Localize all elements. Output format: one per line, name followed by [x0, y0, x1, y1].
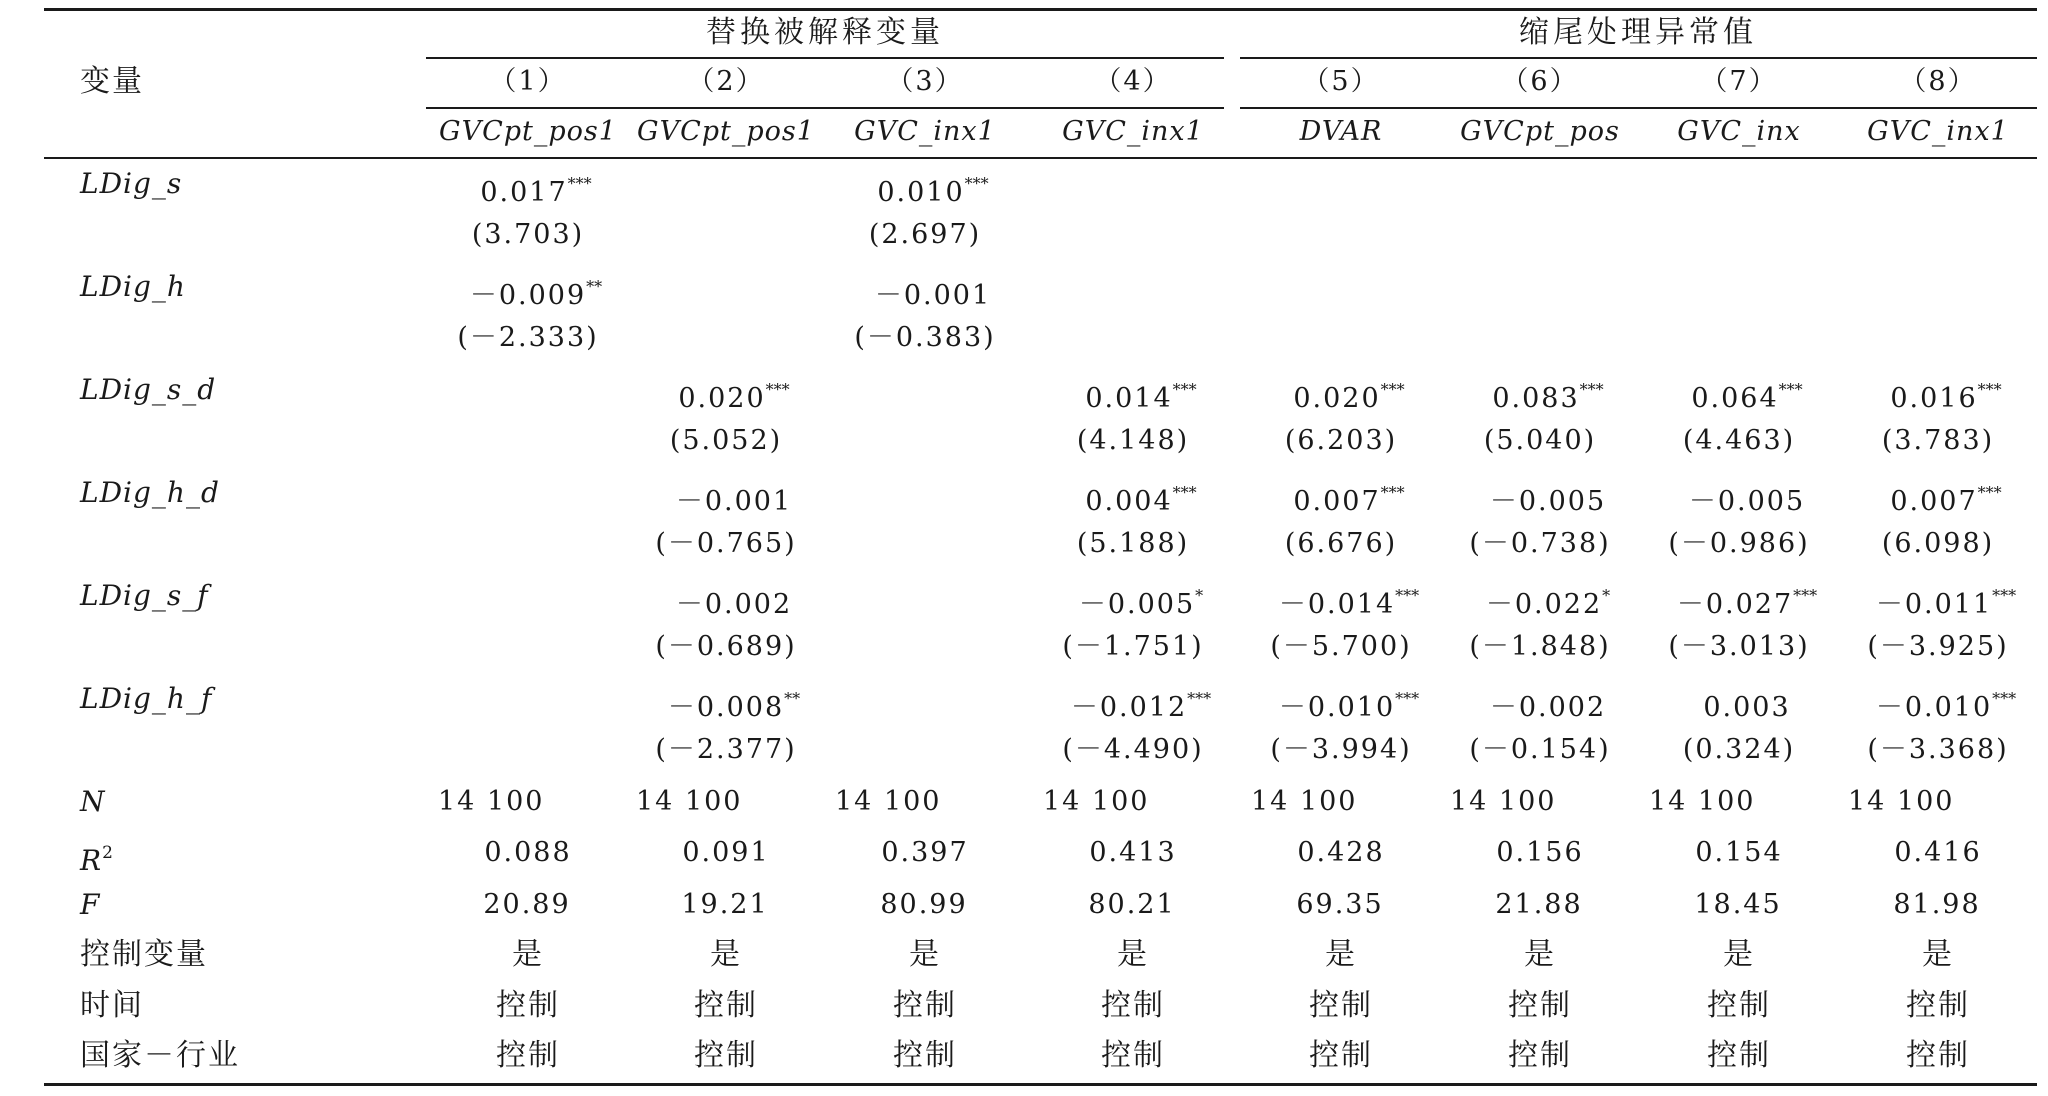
coefficient: [1890, 374, 2001, 415]
coefficient-value: －0.008: [667, 692, 785, 723]
row-label-f: F: [80, 888, 101, 921]
f-statistic-value: 21.88: [1495, 889, 1583, 920]
t-statistic: (－3.994): [1270, 734, 1412, 765]
control-value: 控制: [1508, 988, 1572, 1023]
significance-stars: **: [586, 277, 603, 296]
row-label-ldig-s-f: LDig_s_f: [80, 579, 209, 612]
observations-value: 14 100: [636, 786, 743, 817]
colnum-rule-left: [426, 107, 1224, 109]
coefficient-value: －0.002: [675, 589, 793, 620]
control-value: 控制: [694, 1038, 758, 1073]
r-squared-value: 0.156: [1496, 837, 1584, 868]
significance-stars: ***: [1395, 586, 1420, 605]
t-statistic: (6.676): [1284, 528, 1398, 559]
t-statistic: (5.040): [1483, 425, 1597, 456]
t-statistic: (－0.383): [854, 322, 996, 353]
coefficient: [668, 683, 800, 724]
t-statistic: (－3.925): [1867, 631, 2009, 662]
significance-stars: ***: [765, 380, 790, 399]
coefficient: [1279, 580, 1419, 621]
control-value: 是: [1325, 937, 1357, 972]
control-value: 是: [1723, 937, 1755, 972]
coefficient: [1703, 683, 1790, 724]
colnum-rule-right: [1240, 107, 2037, 109]
observations-value: 14 100: [1649, 786, 1756, 817]
row-label-ldig-h: LDig_h: [80, 270, 186, 303]
coefficient: [1293, 477, 1404, 518]
group-header-replace: 替换被解释变量: [706, 15, 944, 50]
significance-stars: ***: [1380, 380, 1405, 399]
significance-stars: ***: [1793, 586, 1818, 605]
column-number: （5）: [1302, 66, 1380, 97]
observations-value: 14 100: [438, 786, 545, 817]
coefficient: [1890, 477, 2001, 518]
t-statistic: (0.324): [1682, 734, 1796, 765]
t-statistic: (－3.368): [1867, 734, 2009, 765]
coefficient-value: －0.010: [1278, 692, 1396, 723]
group-rule-left: [426, 57, 1224, 59]
coefficient: [1486, 580, 1610, 621]
coefficient-value: 0.010: [877, 177, 965, 208]
significance-stars: ***: [1992, 586, 2017, 605]
control-value: 是: [1922, 937, 1954, 972]
row-label-ldig-s: LDig_s: [80, 167, 183, 200]
significance-stars: ***: [1579, 380, 1604, 399]
row-label-ldig-h-d: LDig_h_d: [80, 476, 220, 509]
t-statistic: (－2.377): [655, 734, 797, 765]
observations-value: 14 100: [1043, 786, 1150, 817]
column-number: （7）: [1700, 66, 1778, 97]
bottom-rule: [44, 1083, 2037, 1086]
coefficient: [678, 374, 789, 415]
significance-stars: ***: [567, 174, 592, 193]
coefficient-value: －0.005: [1078, 589, 1196, 620]
control-value: 控制: [1309, 1038, 1373, 1073]
group-header-winsorize: 缩尾处理异常值: [1519, 15, 1757, 50]
coefficient: [1279, 683, 1419, 724]
significance-stars: *: [1195, 586, 1204, 605]
control-value: 控制: [1101, 1038, 1165, 1073]
t-statistic: (4.148): [1076, 425, 1190, 456]
f-statistic-value: 19.21: [681, 889, 769, 920]
significance-stars: ***: [1977, 380, 2002, 399]
control-value: 是: [512, 937, 544, 972]
coefficient-value: 0.004: [1085, 486, 1173, 517]
coefficient: [1085, 477, 1196, 518]
control-value: 控制: [1101, 988, 1165, 1023]
coefficient-value: 0.083: [1492, 383, 1580, 414]
significance-stars: **: [784, 689, 801, 708]
coefficient: [1689, 477, 1805, 518]
row-label-n: N: [80, 785, 106, 818]
r-squared-value: 0.154: [1695, 837, 1783, 868]
control-value: 控制: [1906, 988, 1970, 1023]
column-number: （6）: [1501, 66, 1579, 97]
control-value: 控制: [1707, 988, 1771, 1023]
coefficient: [875, 271, 991, 312]
coefficient: [1085, 374, 1196, 415]
f-statistic-value: 80.99: [880, 889, 968, 920]
significance-stars: ***: [964, 174, 989, 193]
control-value: 是: [1524, 937, 1556, 972]
coefficient-value: 0.007: [1890, 486, 1978, 517]
observations-value: 14 100: [835, 786, 942, 817]
t-statistic: (－0.986): [1668, 528, 1810, 559]
t-statistic: (－0.738): [1469, 528, 1611, 559]
top-rule: [44, 8, 2037, 11]
significance-stars: ***: [1172, 380, 1197, 399]
control-row-label: 时间: [80, 988, 144, 1023]
f-statistic-value: 69.35: [1296, 889, 1384, 920]
coefficient: [1071, 683, 1211, 724]
coefficient-value: －0.011: [1875, 589, 1993, 620]
f-statistic-value: 18.45: [1694, 889, 1782, 920]
t-statistic: (3.783): [1881, 425, 1995, 456]
coefficient-value: －0.001: [874, 280, 992, 311]
t-statistic: (－1.848): [1469, 631, 1611, 662]
t-statistic: (6.203): [1284, 425, 1398, 456]
coefficient-value: －0.010: [1875, 692, 1993, 723]
control-value: 控制: [893, 988, 957, 1023]
t-statistic: (－2.333): [457, 322, 599, 353]
dependent-var: GVCpt_pos1: [439, 116, 617, 147]
coefficient: [1293, 374, 1404, 415]
observations-value: 14 100: [1251, 786, 1358, 817]
significance-stars: ***: [1395, 689, 1420, 708]
coefficient: [480, 168, 591, 209]
coefficient: [676, 580, 792, 621]
t-statistic: (5.052): [669, 425, 783, 456]
coefficient: [1492, 374, 1603, 415]
control-value: 控制: [1707, 1038, 1771, 1073]
column-number: （3）: [886, 66, 964, 97]
coefficient-value: －0.005: [1489, 486, 1607, 517]
control-value: 控制: [1906, 1038, 1970, 1073]
t-statistic: (－5.700): [1270, 631, 1412, 662]
coefficient-value: 0.003: [1703, 692, 1791, 723]
control-value: 控制: [893, 1038, 957, 1073]
significance-stars: *: [1602, 586, 1611, 605]
observations-value: 14 100: [1848, 786, 1955, 817]
coefficient: [1490, 477, 1606, 518]
control-value: 是: [710, 937, 742, 972]
t-statistic: (－1.751): [1062, 631, 1204, 662]
t-statistic: (5.188): [1076, 528, 1190, 559]
coefficient-value: －0.022: [1485, 589, 1603, 620]
control-value: 控制: [1508, 1038, 1572, 1073]
r2-label-base: R: [80, 844, 103, 877]
f-statistic-value: 81.98: [1893, 889, 1981, 920]
coefficient-value: 0.064: [1691, 383, 1779, 414]
coefficient-value: －0.014: [1278, 589, 1396, 620]
column-number: （1）: [489, 66, 567, 97]
dependent-var: GVC_inx: [1677, 116, 1801, 147]
coefficient-value: －0.009: [469, 280, 587, 311]
control-value: 控制: [496, 988, 560, 1023]
observations-value: 14 100: [1450, 786, 1557, 817]
t-statistic: (－0.765): [655, 528, 797, 559]
control-value: 控制: [694, 988, 758, 1023]
coefficient: [1691, 374, 1802, 415]
column-number: （4）: [1094, 66, 1172, 97]
coefficient-value: －0.012: [1070, 692, 1188, 723]
coefficient: [1490, 683, 1606, 724]
control-row-label: 控制变量: [80, 937, 208, 972]
t-statistic: (－4.490): [1062, 734, 1204, 765]
coefficient: [1677, 580, 1817, 621]
significance-stars: ***: [1380, 483, 1405, 502]
dependent-var: DVAR: [1299, 116, 1383, 147]
dependent-var: GVCpt_pos: [1460, 116, 1620, 147]
t-statistic: (2.697): [868, 219, 982, 250]
significance-stars: ***: [1187, 689, 1212, 708]
coefficient-value: －0.001: [675, 486, 793, 517]
t-statistic: (－0.154): [1469, 734, 1611, 765]
header-bottom-rule: [44, 157, 2037, 159]
r-squared-value: 0.413: [1089, 837, 1177, 868]
dependent-var: GVC_inx1: [1062, 116, 1204, 147]
column-number: （8）: [1899, 66, 1977, 97]
coefficient-value: 0.020: [1293, 383, 1381, 414]
t-statistic: (－0.689): [655, 631, 797, 662]
coefficient: [1876, 683, 2016, 724]
dependent-var: GVC_inx1: [1867, 116, 2009, 147]
significance-stars: ***: [1172, 483, 1197, 502]
control-value: 是: [1117, 937, 1149, 972]
control-value: 控制: [496, 1038, 560, 1073]
coefficient-value: －0.005: [1688, 486, 1806, 517]
coefficient-value: 0.007: [1293, 486, 1381, 517]
significance-stars: ***: [1977, 483, 2002, 502]
coefficient-value: －0.002: [1489, 692, 1607, 723]
t-statistic: (4.463): [1682, 425, 1796, 456]
f-statistic-value: 20.89: [483, 889, 571, 920]
coefficient-value: 0.016: [1890, 383, 1978, 414]
row-label-r2: [80, 837, 114, 877]
coefficient: [1079, 580, 1203, 621]
significance-stars: ***: [1778, 380, 1803, 399]
significance-stars: ***: [1992, 689, 2017, 708]
r-squared-value: 0.397: [881, 837, 969, 868]
row-label-ldig-s-d: LDig_s_d: [80, 373, 217, 406]
coefficient: [877, 168, 988, 209]
coefficient-value: 0.017: [480, 177, 568, 208]
coefficient-value: 0.020: [678, 383, 766, 414]
coefficient-value: 0.014: [1085, 383, 1173, 414]
stub-header: 变量: [80, 64, 144, 99]
group-rule-right: [1240, 57, 2037, 59]
row-label-ldig-h-f: LDig_h_f: [80, 682, 213, 715]
control-row-label: 国家－行业: [80, 1038, 240, 1073]
r-squared-value: 0.091: [682, 837, 770, 868]
t-statistic: (－3.013): [1668, 631, 1810, 662]
control-value: 是: [909, 937, 941, 972]
t-statistic: (6.098): [1881, 528, 1995, 559]
f-statistic-value: 80.21: [1088, 889, 1176, 920]
coefficient: [676, 477, 792, 518]
coefficient: [1876, 580, 2016, 621]
r2-label-exponent: 2: [102, 843, 114, 863]
dependent-var: GVC_inx1: [854, 116, 996, 147]
r-squared-value: 0.416: [1894, 837, 1982, 868]
column-number: （2）: [687, 66, 765, 97]
t-statistic: (3.703): [471, 219, 585, 250]
r-squared-value: 0.088: [484, 837, 572, 868]
coefficient: [470, 271, 602, 312]
coefficient-value: －0.027: [1676, 589, 1794, 620]
r-squared-value: 0.428: [1297, 837, 1385, 868]
control-value: 控制: [1309, 988, 1373, 1023]
dependent-var: GVCpt_pos1: [637, 116, 815, 147]
